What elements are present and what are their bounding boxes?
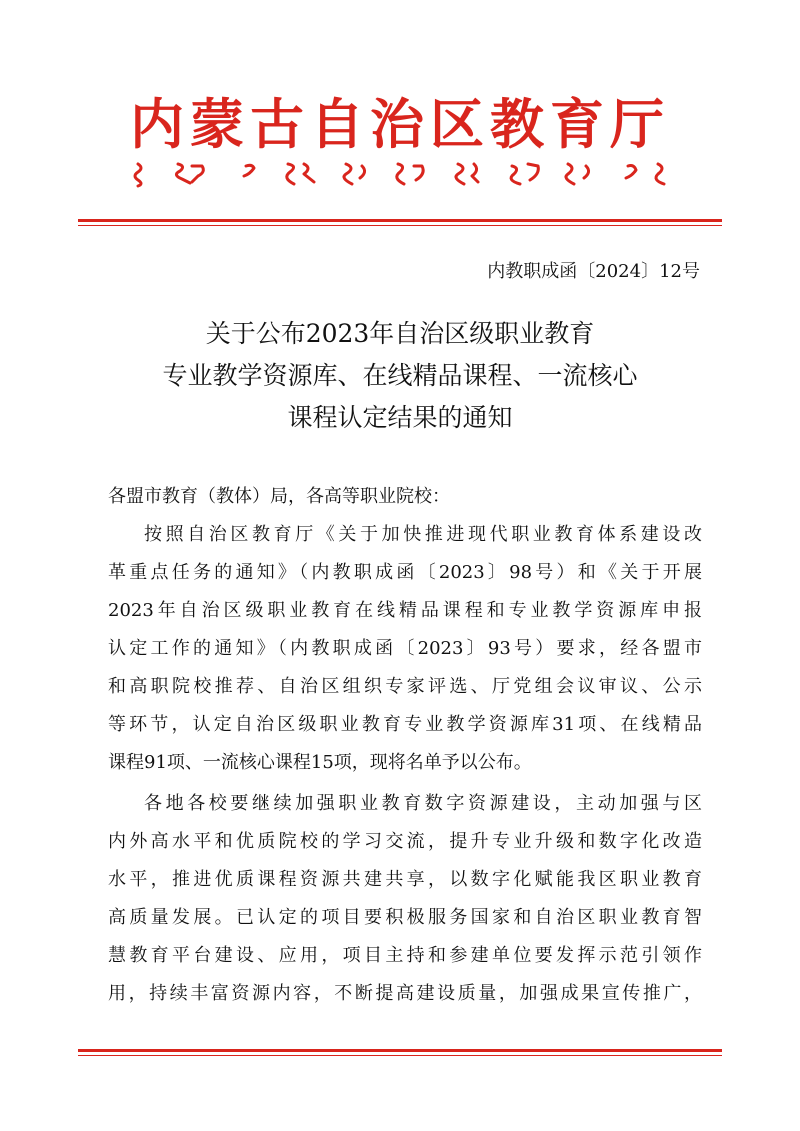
- letterhead-org-name: 内蒙古自治区教育厅: [130, 93, 670, 156]
- paragraph-line: 革重点任务的通知》（内教职成函〔2023〕98号）和《关于开展: [108, 562, 702, 583]
- document-title: [80, 313, 720, 439]
- document-number: 内教职成函〔2024〕12号: [487, 261, 700, 282]
- paragraph-line: 高质量发展。已认定的项目要积极服务国家和自治区职业教育智: [108, 907, 702, 928]
- header-rule-thick: [78, 219, 722, 222]
- paragraph-line: 认定工作的通知》（内教职成函〔2023〕93号）要求，经各盟市: [108, 638, 702, 659]
- paragraph-line: 用，持续丰富资源内容，不断提高建设质量，加强成果宣传推广，: [108, 983, 702, 1004]
- title-line: 专业教学资源库、在线精品课程、一流核心: [162, 361, 638, 390]
- paragraph-line: 按照自治区教育厅《关于加快推进现代职业教育体系建设改: [144, 524, 702, 545]
- document-body: [108, 478, 702, 1013]
- paragraph-line: 内外高水平和优质院校的学习交流，提升专业升级和数字化改造: [108, 831, 702, 852]
- title-line: 课程认定结果的通知: [287, 403, 513, 432]
- paragraph-line: 2023年自治区级职业教育在线精品课程和专业教学资源库申报: [108, 600, 702, 621]
- footer-rule-thick: [78, 1049, 722, 1052]
- paragraph-line: 各地各校要继续加强职业教育数字资源建设，主动加强与区: [144, 793, 702, 814]
- paragraph-line: 慧教育平台建设、应用，项目主持和参建单位要发挥示范引领作: [108, 945, 702, 966]
- salutation: 各盟市教育（教体）局，各高等职业院校：: [108, 486, 450, 507]
- header-rule-thin: [78, 225, 722, 226]
- paragraph-line: 水平，推进优质课程资源共建共享，以数字化赋能我区职业教育: [108, 869, 702, 890]
- mongolian-script-logo: [128, 160, 673, 188]
- paragraph-line: 课程91项、一流核心课程15项，现将名单予以公布。: [108, 752, 532, 773]
- paragraph-line: 和高职院校推荐、自治区组织专家评选、厅党组会议审议、公示: [108, 676, 702, 697]
- footer-rule-thin: [78, 1055, 722, 1056]
- title-line: 关于公布2023年自治区级职业教育: [205, 319, 595, 348]
- paragraph-line: 等环节，认定自治区级职业教育专业教学资源库31项、在线精品: [108, 714, 702, 735]
